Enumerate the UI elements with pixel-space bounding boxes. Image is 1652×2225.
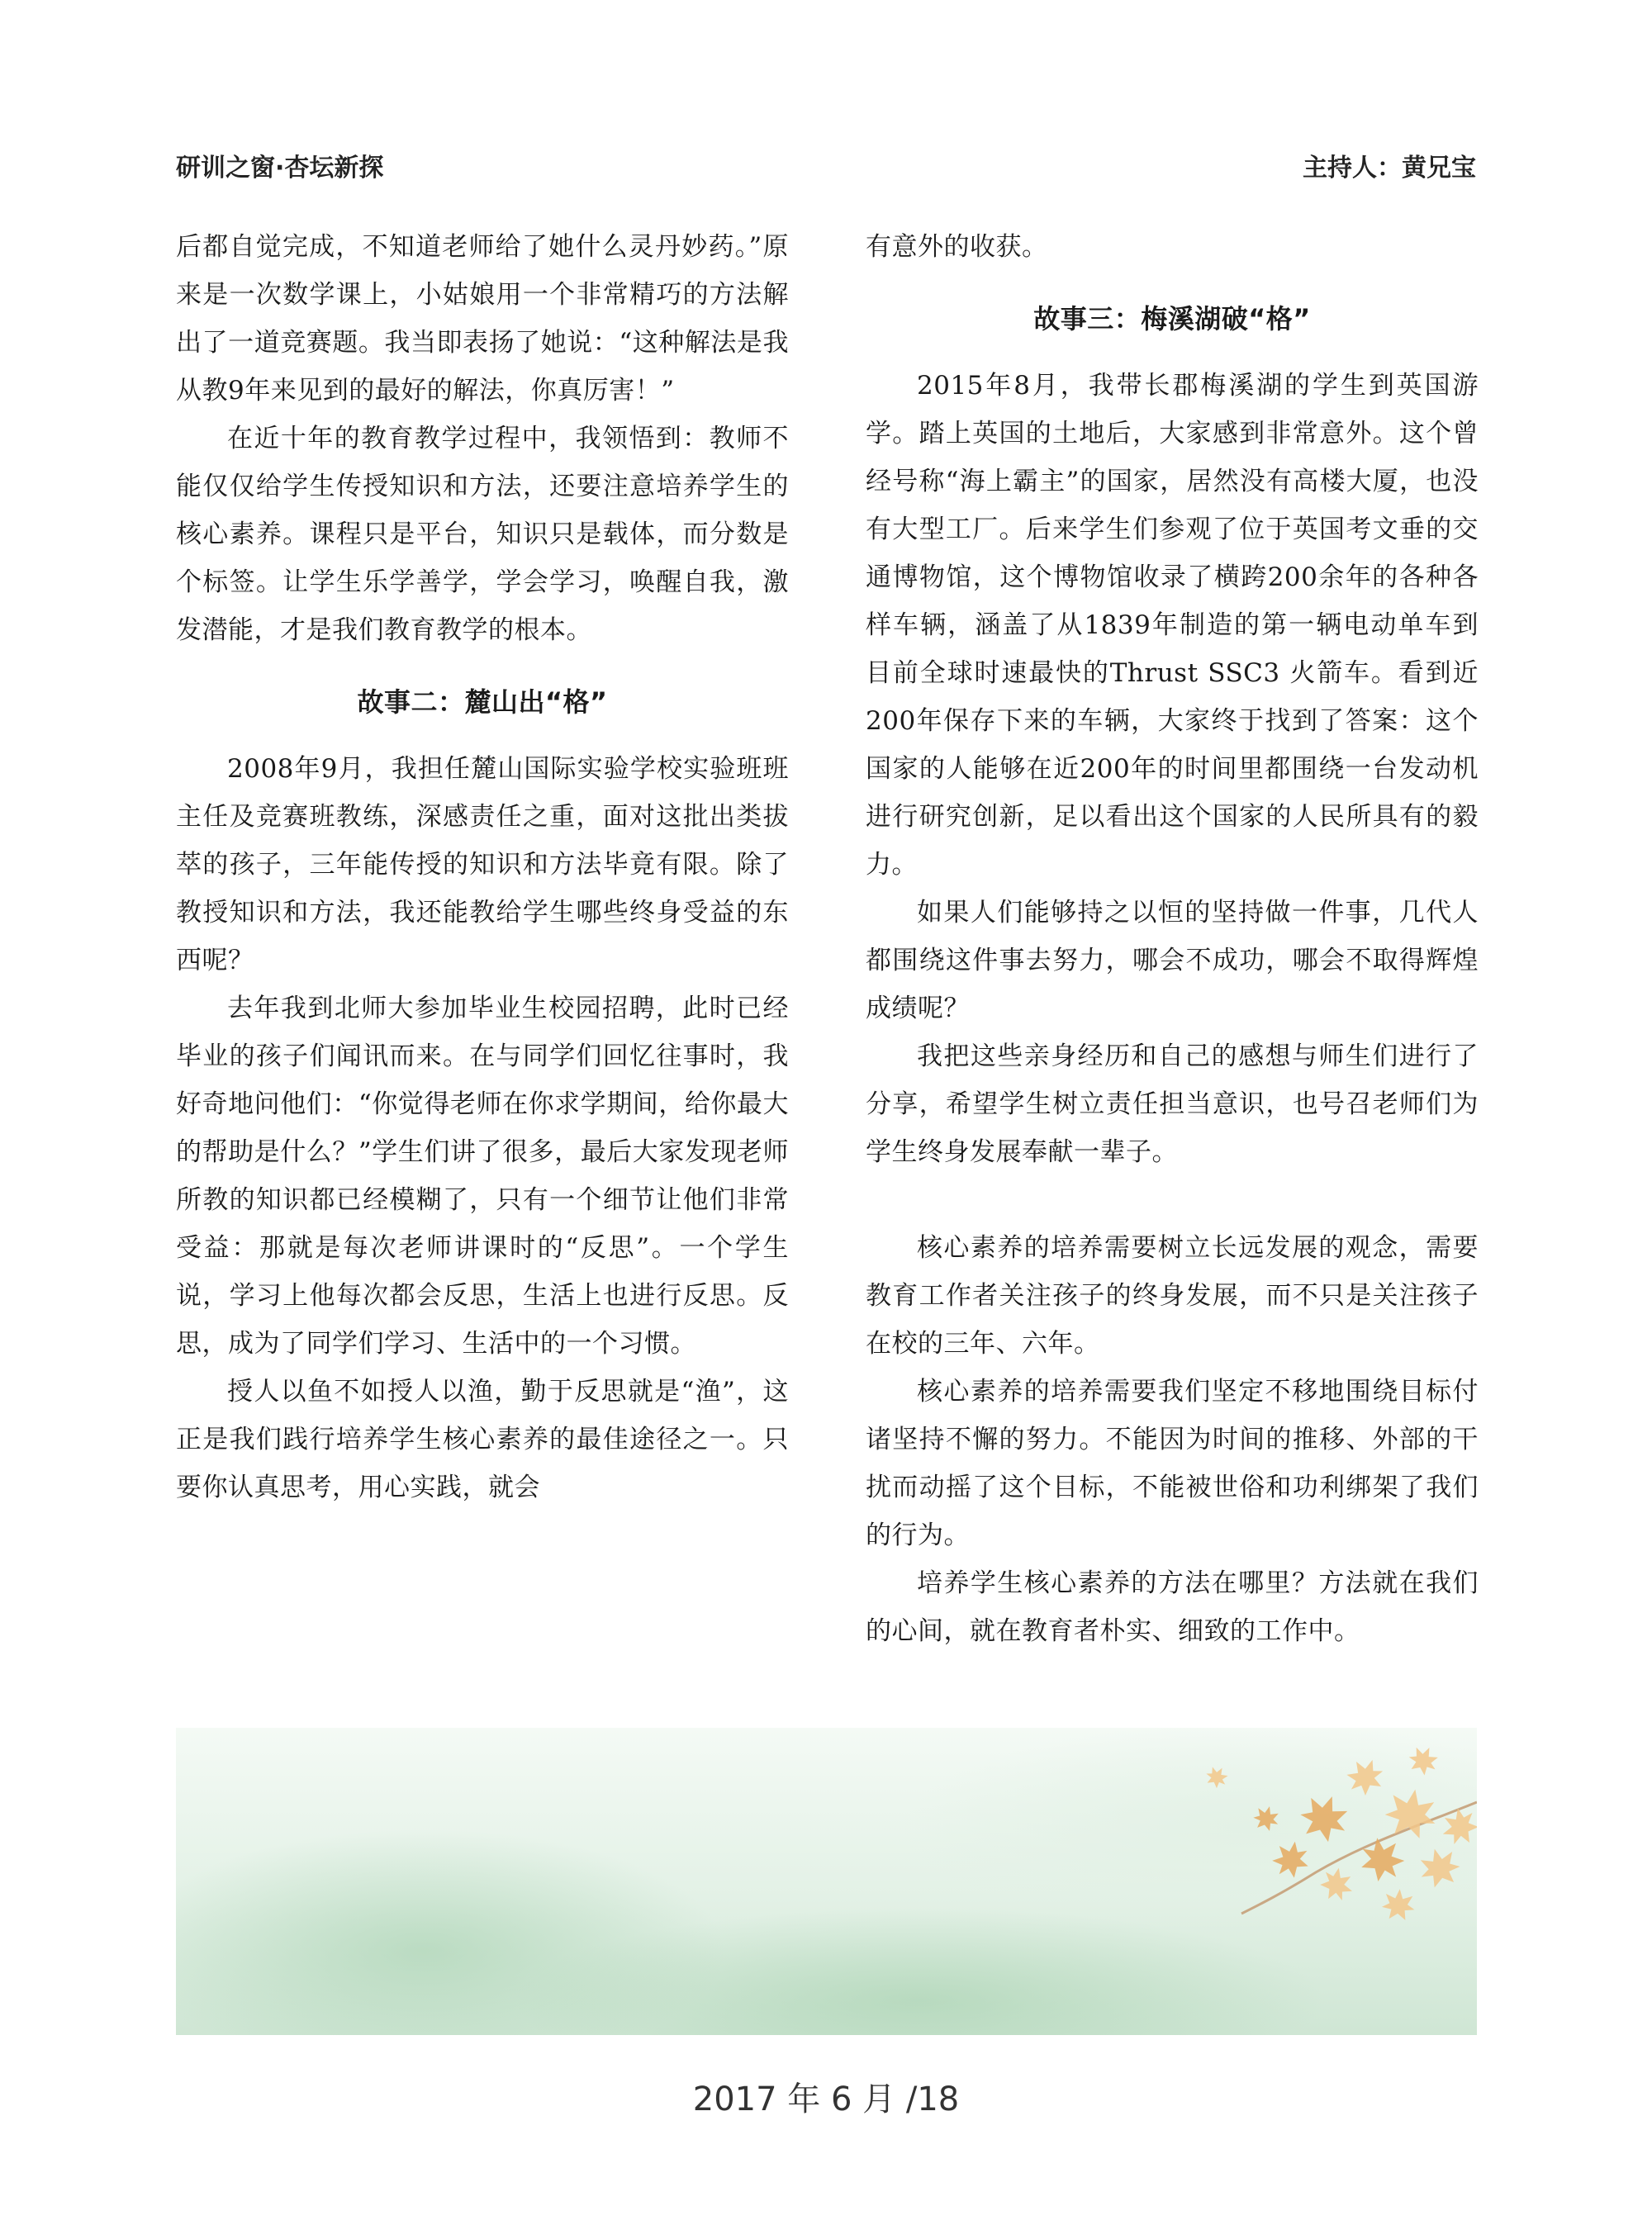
maple-leaf-icon — [1203, 1762, 1232, 1791]
maple-leaf-icon — [1382, 1785, 1441, 1840]
maple-leaf-icon — [1341, 1753, 1389, 1800]
paragraph: 后都自觉完成，不知道老师给了她什么灵丹妙药。”原来是一次数学课上，小姑娘用一个非常精巧的方法解出了一道竞赛题。我当即表扬了她说：“这种解法是我从教9年来见到的最好的解法，你真厉害！” — [176, 232, 789, 406]
maple-leaf-icon — [1295, 1788, 1355, 1846]
right-column — [866, 223, 1479, 1655]
page-header — [176, 147, 1476, 188]
maple-leaf-icon — [1405, 1742, 1443, 1779]
decorative-banner — [176, 1728, 1477, 2035]
section-heading-story-two: 故事二：麓山出“格” — [357, 686, 608, 718]
maple-leaf-icon — [1415, 1843, 1463, 1890]
paragraph: 授人以鱼不如授人以渔，勤于反思就是“渔”，这正是我们践行培养学生核心素养的最佳途径之一。只要你认真思考，用心实践，就会 — [176, 1377, 789, 1502]
paragraph: 如果人们能够持之以恒的坚持做一件事，几代人都围绕这件事去努力，哪会不成功，哪会不取得辉煌成绩呢？ — [866, 898, 1479, 1023]
paragraph: 核心素养的培养需要我们坚定不移地围绕目标付诸坚持不懈的努力。不能因为时间的推移、外部的干扰而动摇了这个目标，不能被世俗和功利绑架了我们的行为。 — [866, 1377, 1479, 1550]
maple-leaves-illustration — [176, 1728, 1477, 2035]
maple-leaf-icon — [1251, 1803, 1282, 1833]
page-footer: 2017 年 6 月 /18 — [692, 2080, 960, 2118]
paragraph: 核心素养的培养需要树立长远发展的观念，需要教育工作者关注孩子的终身发展，而不只是关注孩子在校的三年、六年。 — [866, 1233, 1479, 1359]
paragraph: 去年我到北师大参加毕业生校园招聘，此时已经毕业的孩子们闻讯而来。在与同学们回忆往事时，我好奇地问他们：“你觉得老师在你求学期间，给你最大的帮助是什么？”学生们讲了很多，最后大家发现老师所教的知识都已经模糊了，只有一个细节让他们非常受益：那就是每次老师讲课时的“反思”。一个学生说，学习上他每次都会反思，生活上也进行反思。反思，成为了同学们学习、生活中的一个习惯。 — [176, 994, 789, 1359]
section-heading-story-three: 故事三：梅溪湖破“格” — [1033, 303, 1311, 334]
column-title: 研训之窗·杏坛新探 — [176, 154, 384, 183]
paragraph: 2008年9月，我担任麓山国际实验学校实验班班主任及竞赛班教练，深感责任之重，面对这批出类拔萃的孩子，三年能传授的知识和方法毕竟有限。除了教授知识和方法，我还能教给学生哪些终身受益的东西呢？ — [176, 754, 789, 975]
maple-leaf-icon — [1381, 1888, 1417, 1921]
paragraph: 培养学生核心素养的方法在哪里？方法就在我们的心间，就在教育者朴实、细致的工作中。 — [866, 1568, 1479, 1646]
host-credit: 主持人：黄兄宝 — [1303, 154, 1476, 183]
left-column — [176, 223, 789, 1511]
paragraph: 我把这些亲身经历和自己的感想与师生们进行了分享，希望学生树立责任担当意识，也号召老师们为学生终身发展奉献一辈子。 — [866, 1041, 1479, 1167]
paragraph: 2015年8月，我带长郡梅溪湖的学生到英国游学。踏上英国的土地后，大家感到非常意外。这个曾经号称“海上霸主”的国家，居然没有高楼大厦，也没有大型工厂。后来学生们参观了位于英国考文垂的交通博物馆，这个博物馆收录了横跨200余年的各种各样车辆，涵盖了从1839年制造的第一辆电动单车到目前全球时速最快的Thrust SSC3 火箭车。看到近200年保存下来的车辆，大家终于找到了答案：这个国家的人能够在近200年的时间里都围绕一台发动机进行研究创新，足以看出这个国家的人民所具有的毅力。 — [866, 371, 1479, 880]
paragraph: 在近十年的教育教学过程中，我领悟到：教师不能仅仅给学生传授知识和方法，还要注意培养学生的核心素养。课程只是平台，知识只是载体，而分数是个标签。让学生乐学善学，学会学习，唤醒自我，激发潜能，才是我们教育教学的根本。 — [176, 424, 789, 645]
paragraph: 有意外的收获。 — [866, 232, 1048, 262]
branch — [1241, 1802, 1477, 1914]
spacer — [866, 1176, 1479, 1224]
